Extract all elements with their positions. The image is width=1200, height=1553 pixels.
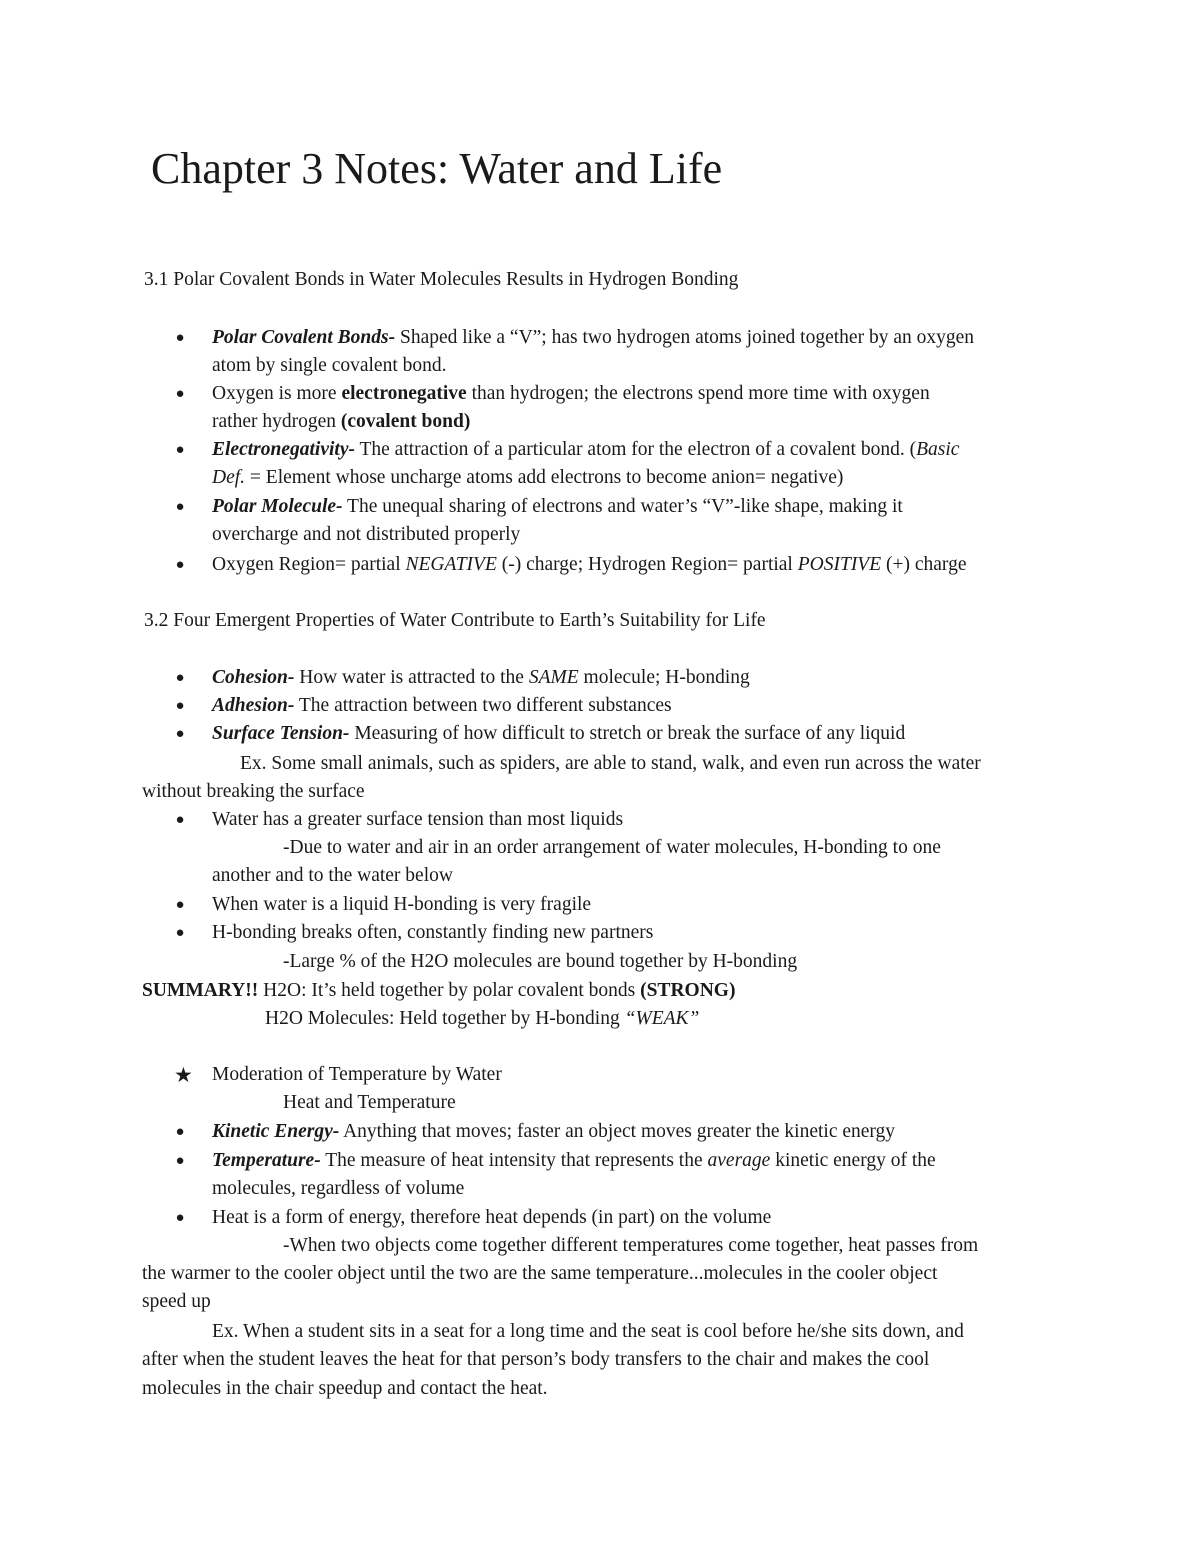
term: Temperature- [212, 1150, 321, 1171]
term: Kinetic Energy- [212, 1121, 340, 1142]
list-item: Oxygen Region= partial NEGATIVE (-) charge; Hydrogen Region= partial POSITIVE (+) charge [212, 554, 967, 575]
bullet-icon: ● [175, 698, 185, 714]
subheading: Heat and Temperature [283, 1092, 456, 1113]
term: Surface Tension- [212, 723, 350, 744]
bullet-icon: ● [175, 670, 185, 686]
example-text: Ex. Some small animals, such as spiders, are able to stand, walk, and even run across the water [240, 753, 981, 774]
section-heading-3-2: 3.2 Four Emergent Properties of Water Contribute to Earth’s Suitability for Life [144, 610, 766, 631]
term: Electronegativity- [212, 439, 355, 460]
summary-line: SUMMARY!! H2O: It’s held together by polar covalent bonds (STRONG) [142, 980, 736, 1001]
section-heading-moderation: Moderation of Temperature by Water [212, 1064, 502, 1085]
indented-note: -When two objects come together different temperatures come together, heat passes from [283, 1235, 979, 1256]
summary-label: SUMMARY!! [142, 980, 259, 1001]
list-item: Oxygen is more electronegative than hydrogen; the electrons spend more time with oxygen [212, 383, 930, 404]
indented-note: -Large % of the H2O molecules are bound together by H-bonding [283, 951, 798, 972]
list-item: Heat is a form of energy, therefore heat depends (in part) on the volume [212, 1207, 772, 1228]
list-item-continuation: rather hydrogen (covalent bond) [212, 411, 471, 432]
indented-note: another and to the water below [212, 865, 453, 886]
page-title: Chapter 3 Notes: Water and Life [151, 144, 723, 193]
bullet-icon: ● [175, 330, 185, 346]
bullet-icon: ● [175, 1153, 185, 1169]
example-text: after when the student leaves the heat for that person’s body transfers to the chair and makes the cool [142, 1349, 930, 1370]
list-item: Adhesion- The attraction between two different substances [212, 695, 672, 716]
bullet-icon: ● [175, 812, 185, 828]
bullet-icon: ● [175, 557, 185, 573]
paragraph-line: speed up [142, 1291, 211, 1312]
bullet-icon: ● [175, 1210, 185, 1226]
list-item: H-bonding breaks often, constantly finding new partners [212, 922, 654, 943]
list-item: Water has a greater surface tension than most liquids [212, 809, 624, 830]
example-text: molecules in the chair speedup and contact the heat. [142, 1378, 548, 1399]
list-item-continuation: Def. = Element whose uncharge atoms add electrons to become anion= negative) [212, 467, 844, 488]
bullet-icon: ● [175, 897, 185, 913]
bullet-icon: ● [175, 499, 185, 515]
list-item: Surface Tension- Measuring of how difficult to stretch or break the surface of any liquid [212, 723, 906, 744]
term: Polar Covalent Bonds- [212, 327, 396, 348]
list-item-continuation: overcharge and not distributed properly [212, 524, 521, 545]
list-item: Cohesion- How water is attracted to the SAME molecule; H-bonding [212, 667, 750, 688]
term: Polar Molecule- [212, 496, 343, 517]
list-item: Polar Covalent Bonds- Shaped like a “V”; has two hydrogen atoms joined together by an oxygen [212, 327, 975, 348]
example-text: Ex. When a student sits in a seat for a long time and the seat is cool before he/she sits down, and [212, 1321, 964, 1342]
summary-line: H2O Molecules: Held together by H-bonding “WEAK” [265, 1008, 700, 1029]
example-text: without breaking the surface [142, 781, 365, 802]
bullet-icon: ● [175, 925, 185, 941]
section-heading-3-1: 3.1 Polar Covalent Bonds in Water Molecules Results in Hydrogen Bonding [144, 269, 739, 290]
list-item: When water is a liquid H-bonding is very fragile [212, 894, 592, 915]
indented-note: -Due to water and air in an order arrangement of water molecules, H-bonding to one [283, 837, 941, 858]
bullet-icon: ● [175, 1124, 185, 1140]
list-item-continuation: molecules, regardless of volume [212, 1178, 465, 1199]
list-item: Polar Molecule- The unequal sharing of electrons and water’s “V”-like shape, making it [212, 496, 903, 517]
term: Adhesion- [212, 695, 295, 716]
bullet-icon: ● [175, 726, 185, 742]
paragraph-line: the warmer to the cooler object until the two are the same temperature...molecules in the cooler object [142, 1263, 938, 1284]
star-icon: ★ [174, 1063, 193, 1087]
list-item: Kinetic Energy- Anything that moves; faster an object moves greater the kinetic energy [212, 1121, 896, 1142]
term: Cohesion- [212, 667, 295, 688]
bullet-icon: ● [175, 386, 185, 402]
bullet-icon: ● [175, 442, 185, 458]
list-item-continuation: atom by single covalent bond. [212, 355, 447, 376]
list-item: Electronegativity- The attraction of a particular atom for the electron of a covalent bond. (Basic [212, 439, 960, 460]
list-item: Temperature- The measure of heat intensity that represents the average kinetic energy of the [212, 1150, 936, 1171]
